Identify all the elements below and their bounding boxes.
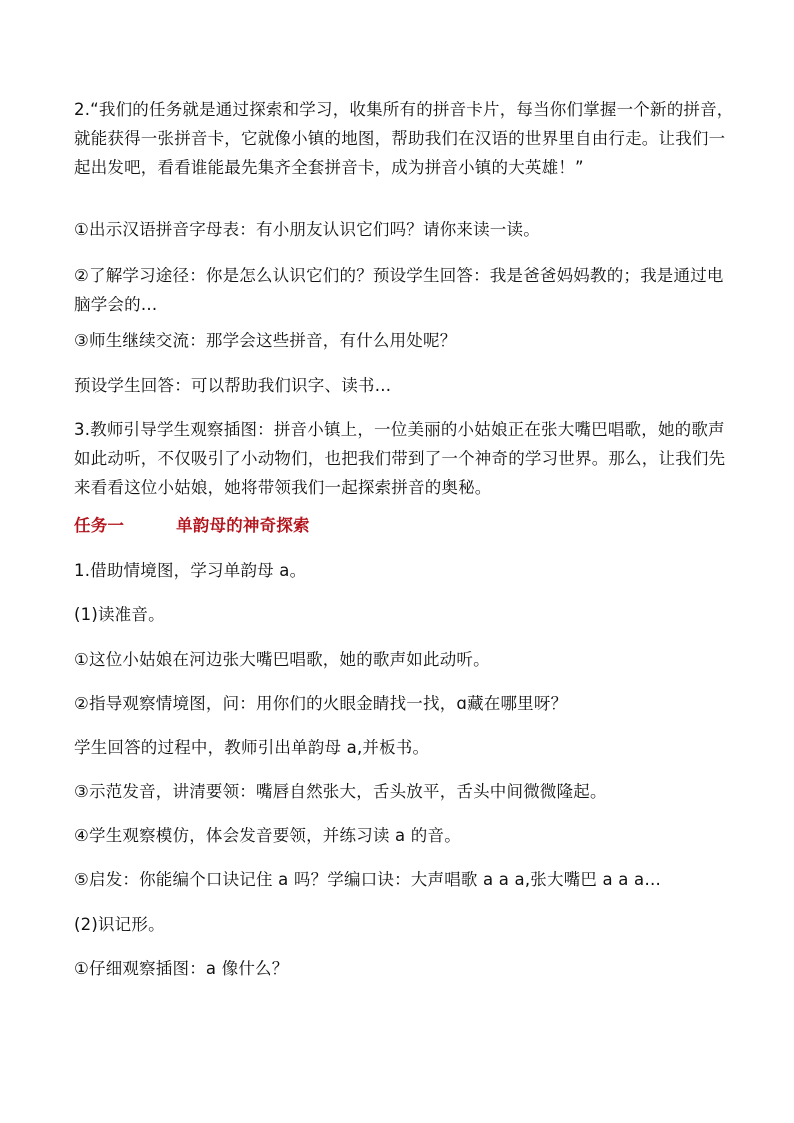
- paragraph-board-writing: 学生回答的过程中，教师引出单韵母 a,并板书。: [74, 738, 430, 757]
- paragraph-task-intro: 2.“我们的任务就是通过探索和学习，收集所有的拼音卡片，每当你们掌握一个新的拼音，就能获得一张拼音卡，它就像小镇的地图，帮助我们在汉语的世界里自由行走。让我们一起出发吧，看看谁能最先集齐全套拼音卡，成为拼音小镇的大英雄！”: [74, 100, 734, 177]
- task-heading-title: 单韵母的神奇探索: [176, 516, 310, 535]
- paragraph-pronunciation: ③示范发音，讲清要领：嘴唇自然张大，舌头放平，舌头中间微微隆起。: [74, 782, 607, 801]
- paragraph-recognize-shape: (2)识记形。: [74, 915, 165, 934]
- paragraph-discussion: ③师生继续交流：那学会这些拼音，有什么用处呢？: [74, 331, 457, 350]
- paragraph-alphabet-table: ①出示汉语拼音字母表：有小朋友认识它们吗？请你来读一读。: [74, 220, 540, 239]
- paragraph-observe-scene: ②指导观察情境图，问：用你们的火眼金睛找一找，ɑ藏在哪里呀？: [74, 694, 568, 713]
- paragraph-girl-singing: ①这位小姑娘在河边张大嘴巴唱歌，她的歌声如此动听。: [74, 650, 490, 669]
- paragraph-observe-illustration: ①仔细观察插图：a 像什么？: [74, 959, 289, 978]
- task-heading-label: 任务一: [74, 516, 125, 535]
- paragraph-learn-a: 1.借助情境图，学习单韵母 a。: [74, 561, 307, 580]
- paragraph-rhyme: ⑤启发：你能编个口诀记住 a 吗？学编口诀：大声唱歌 a a a,张大嘴巴 a a a…: [74, 870, 662, 889]
- paragraph-read-sound: (1)读准音。: [74, 605, 165, 624]
- paragraph-student-answer: 预设学生回答：可以帮助我们识字、读书…: [74, 376, 392, 395]
- paragraph-imitate: ④学生观察模仿，体会发音要领，并练习读 a 的音。: [74, 826, 461, 845]
- paragraph-illustration-guide: 3.教师引导学生观察插图：拼音小镇上，一位美丽的小姑娘正在张大嘴巴唱歌，她的歌声如此动听，不仅吸引了小动物们，也把我们带到了一个神奇的学习世界。那么，让我们先来看看这位小姑娘，她将带领我们一起探索拼音的奥秘。: [74, 420, 726, 497]
- paragraph-learning-ways: ②了解学习途径：你是怎么认识它们的？预设学生回答：我是爸爸妈妈教的；我是通过电脑学会的…: [74, 266, 724, 314]
- task-heading: [74, 511, 734, 540]
